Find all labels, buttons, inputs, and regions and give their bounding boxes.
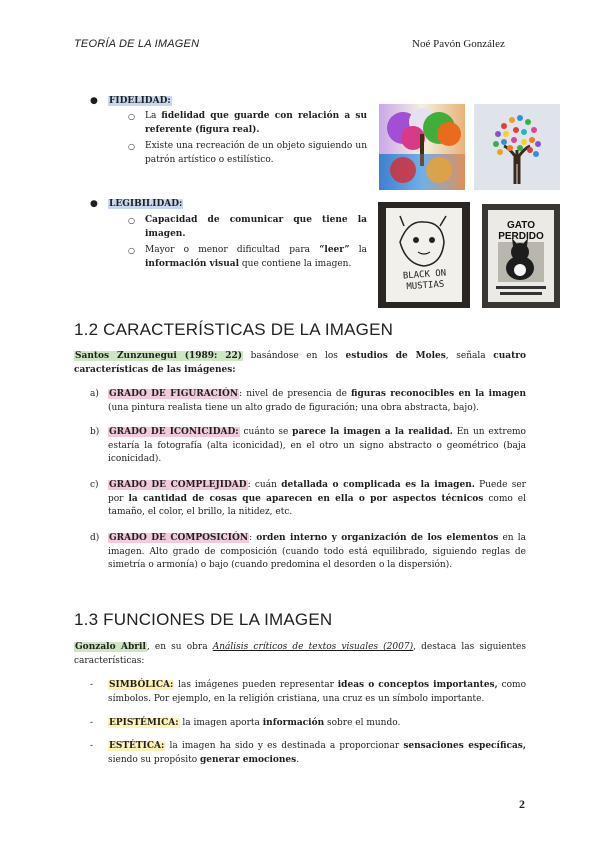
section-heading-functions: 1.3 FUNCIONES DE LA IMAGEN [74,610,333,629]
butterfly-tree-image [474,104,560,190]
fidelidad-item-1: La fidelidad que guarde con relación a su referente (figura real). [145,111,367,135]
four-seasons-tree-image [379,104,465,190]
bullet-dot: ● [90,96,98,106]
list-marker: d) [90,533,100,543]
list-marker: - [90,741,94,751]
circle-bullet: ○ [128,246,135,255]
list-marker: b) [90,427,100,437]
list-marker: - [90,718,94,728]
legibilidad-item-2: Mayor o menor dificultad para “leer” la información visual que contiene la imagen. [145,245,367,269]
list-marker: - [90,680,94,690]
legibilidad-item-1: Capacidad de comunicar que tiene la imagen. [145,215,367,239]
section13-intro: Gonzalo Abril, en su obra Análisis críticos de textos visuales (2007), destaca las siguientes características: [74,642,526,666]
header-author: Noé Pavón González [412,38,505,50]
characteristic-complejidad: GRADO DE COMPLEJIDAD: cuán detallada o complicada es la imagen. Puede ser por la cantidad de cosas que aparecen en ella o por aspectos técnicos como el tamaño, el color, el brillo, la nitidez, etc. [108,480,526,517]
section12-intro: Santos Zunzunegui (1989: 22) basándose en los estudios de Moles, señala cuatro características de las imágenes: [74,351,527,375]
circle-bullet: ○ [128,216,135,225]
page-number: 2 [519,797,525,811]
poster-title: GATO PERDIDO [498,220,544,242]
characteristic-composicion: GRADO DE COMPOSICIÓN: orden interno y organización de los elementos en la imagen. Alto grado de composición (cuando todo está equilibrado, siguiendo reglas de simetría o armonía) o bajo (cuando predomina el desorden o la dispersión). [108,533,526,570]
handwritten-poster-image [378,202,470,308]
circle-bullet: ○ [128,142,135,151]
header-title: TEORÍA DE LA IMAGEN [74,38,200,50]
characteristic-iconicidad: GRADO DE ICONICIDAD: cuánto se parece la imagen a la realidad. En un extremo estaría la fotografía (alta iconicidad), en el otro un signo abstracto o geométrico (baja iconicidad). [108,427,526,464]
section-heading-characteristics: 1.2 CARACTERÍSTICAS DE LA IMAGEN [74,320,394,339]
list-marker: a) [90,389,99,399]
circle-bullet: ○ [128,112,135,121]
function-epistemica: EPISTÉMICA: la imagen aporta información sobre el mundo. [109,718,401,728]
characteristic-figuracion: GRADO DE FIGURACIÓN: nivel de presencia de figuras reconocibles en la imagen (una pintura realista tiene un alto grado de figuración; una obra abstracta, bajo). [108,389,526,413]
poster-handwriting: BLACK ON MUSTIAS [402,268,447,293]
lost-cat-poster-image [482,204,560,308]
list-marker: c) [90,480,99,490]
function-estetica: ESTÉTICA: la imagen ha sido y es destinada a proporcionar sensaciones específicas, siendo su propósito generar emociones. [108,741,527,765]
legibilidad-title: LEGIBILIDAD: [109,199,183,209]
fidelidad-title: FIDELIDAD: [109,96,171,106]
function-simbolica: SIMBÓLICA: las imágenes pueden representar ideas o conceptos importantes, como símbolos. Por ejemplo, en la religión cristiana, una cruz es un símbolo importante. [108,680,526,704]
fidelidad-item-2: Existe una recreación de un objeto siguiendo un patrón artístico o estilístico. [145,141,367,165]
bullet-dot: ● [90,199,98,209]
